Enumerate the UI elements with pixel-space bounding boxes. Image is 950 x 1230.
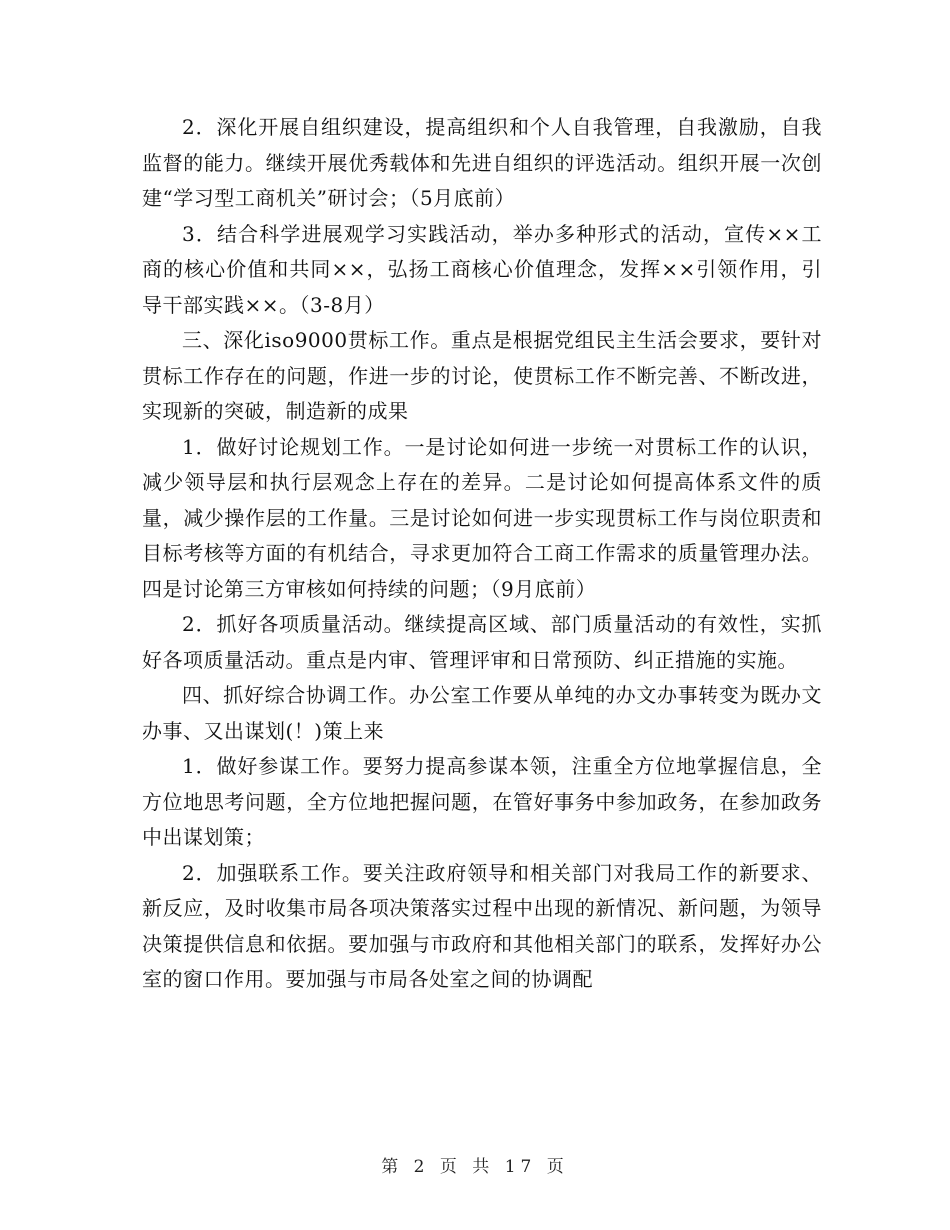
paragraph: 3．结合科学进展观学习实践活动，举办多种形式的活动，宣传××工商的核心价值和共同××，弘扬工商核心价值理念，发挥××引领作用，引导干部实践××。（3-8月） <box>142 221 822 317</box>
section-heading-paragraph: 三、深化iso9000贯标工作。重点是根据党组民主生活会要求，要针对贯标工作存在的问题，作进一步的讨论，使贯标工作不断完善、不断改进，实现新的突破，制造新的成果 <box>142 328 822 423</box>
paragraph: 1．做好讨论规划工作。一是讨论如何进一步统一对贯标工作的认识，减少领导层和执行层观念上存在的差异。二是讨论如何提高体系文件的质量，减少操作层的工作量。三是讨论如何进一步实现贯标工作与岗位职责和目标考核等方面的有机结合，寻求更加符合工商工作需求的质量管理办法。四是讨论第三方审核如何持续的问题；（9月底前） <box>142 434 822 601</box>
document-body <box>142 110 822 998</box>
paragraph: 1．做好参谋工作。要努力提高参谋本领，注重全方位地掌握信息，全方位地思考问题，全方位地把握问题，在管好事务中参加政务，在参加政务中出谋划策； <box>142 754 822 849</box>
paragraph: 2．加强联系工作。要关注政府领导和相关部门对我局工作的新要求、新反应，及时收集市局各项决策落实过程中出现的新情况、新问题，为领导决策提供信息和依据。要加强与市政府和其他相关部门的联系，发挥好办公室的窗口作用。要加强与市局各处室之间的协调配 <box>142 860 822 991</box>
page-footer: 第 2 页 共 17 页 <box>381 1157 569 1177</box>
section-heading-paragraph: 四、抓好综合协调工作。办公室工作要从单纯的办文办事转变为既办文办事、又出谋划(！)策上来 <box>142 683 822 743</box>
paragraph: 2．抓好各项质量活动。继续提高区域、部门质量活动的有效性，实抓好各项质量活动。重点是内审、管理评审和日常预防、纠正措施的实施。 <box>142 612 822 672</box>
paragraph: 2．深化开展自组织建设，提高组织和个人自我管理，自我激励，自我监督的能力。继续开展优秀载体和先进自组织的评选活动。组织开展一次创建“学习型工商机关”研讨会；（5月底前） <box>142 115 822 210</box>
